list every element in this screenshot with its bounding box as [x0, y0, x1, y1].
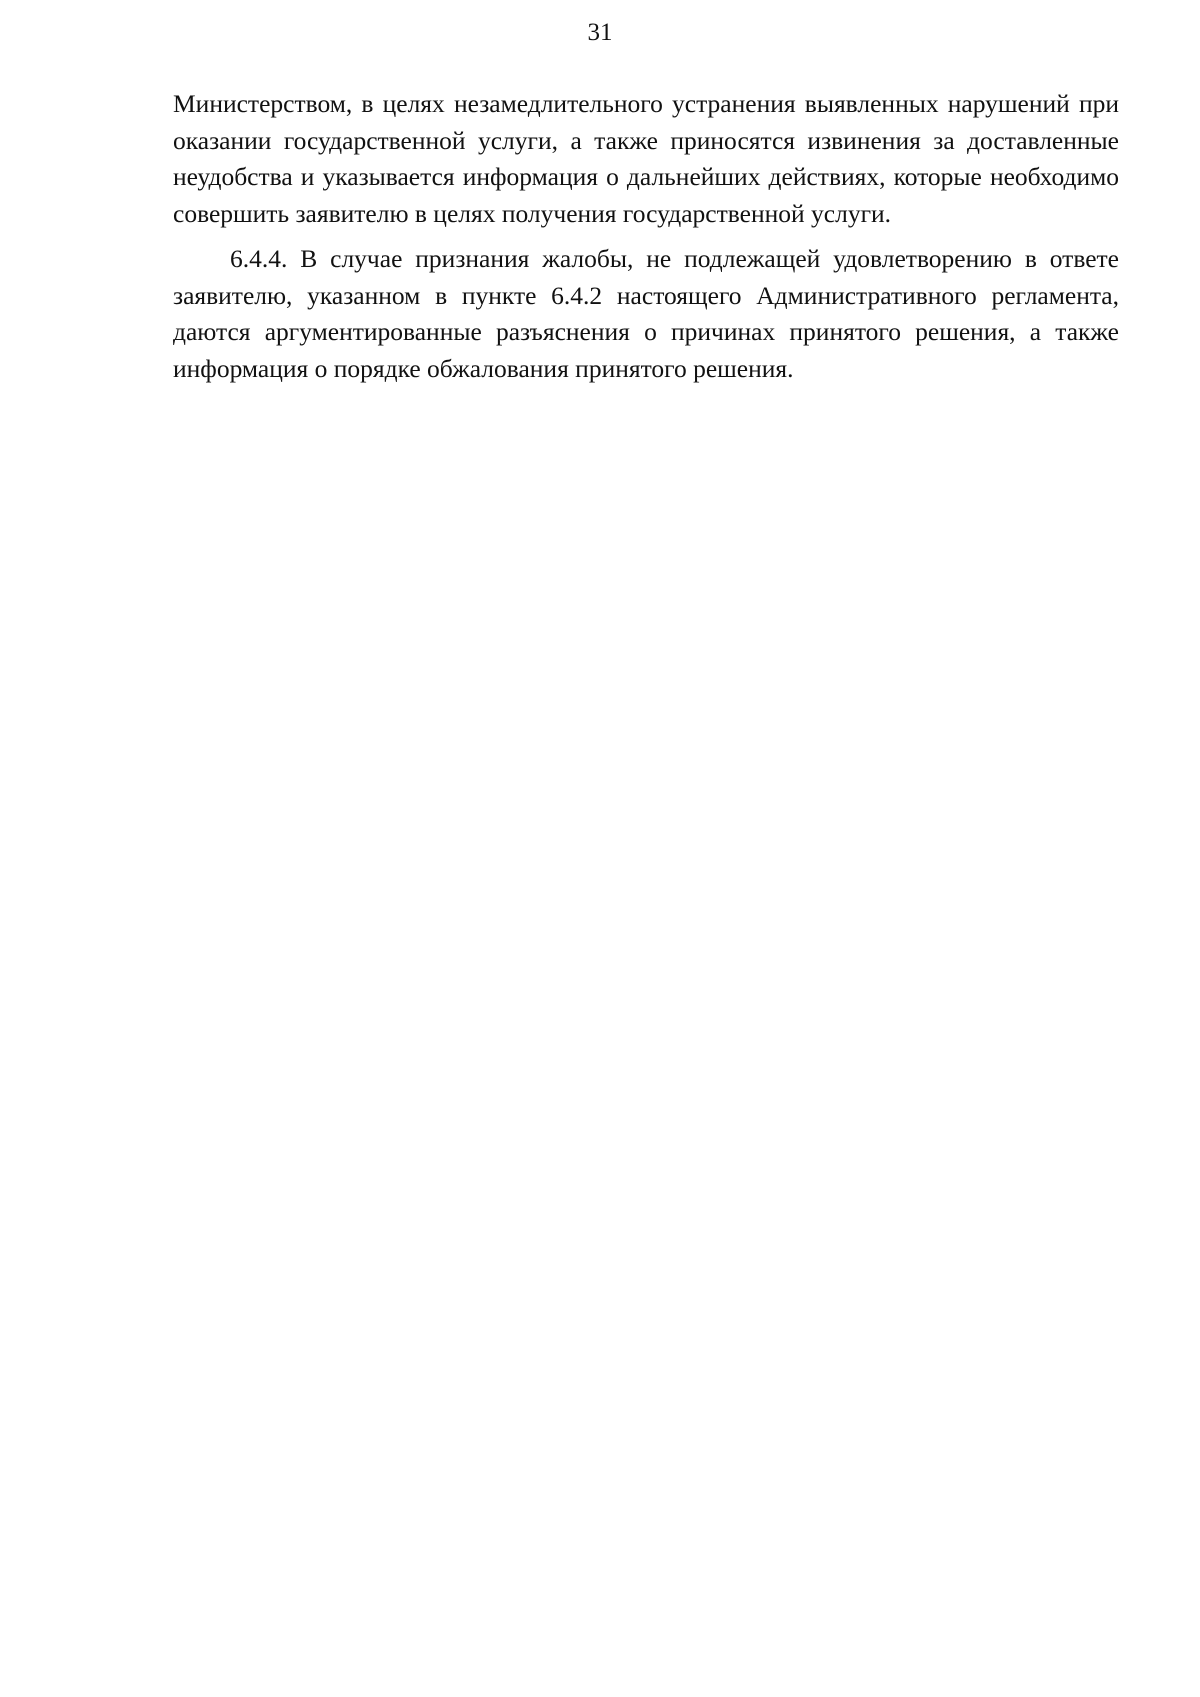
document-body [173, 86, 1119, 396]
page-number: 31 [587, 19, 613, 46]
paragraph-continuation: Министерством, в целях незамедлительного устранения выявленных нарушений при оказании государственной услуги, а также приносятся извинения за доставленные неудобства и указывается информация о дальнейших действиях, которые необходимо совершить заявителю в целях получения государственной услуги. [173, 89, 1119, 228]
paragraph-6-4-4: 6.4.4. В случае признания жалобы, не подлежащей удовлетворению в ответе заявителю, указанном в пункте 6.4.2 настоящего Административного регламента, даются аргументированные разъяснения о причинах принятого решения, а также информация о порядке обжалования принятого решения. [173, 244, 1119, 383]
